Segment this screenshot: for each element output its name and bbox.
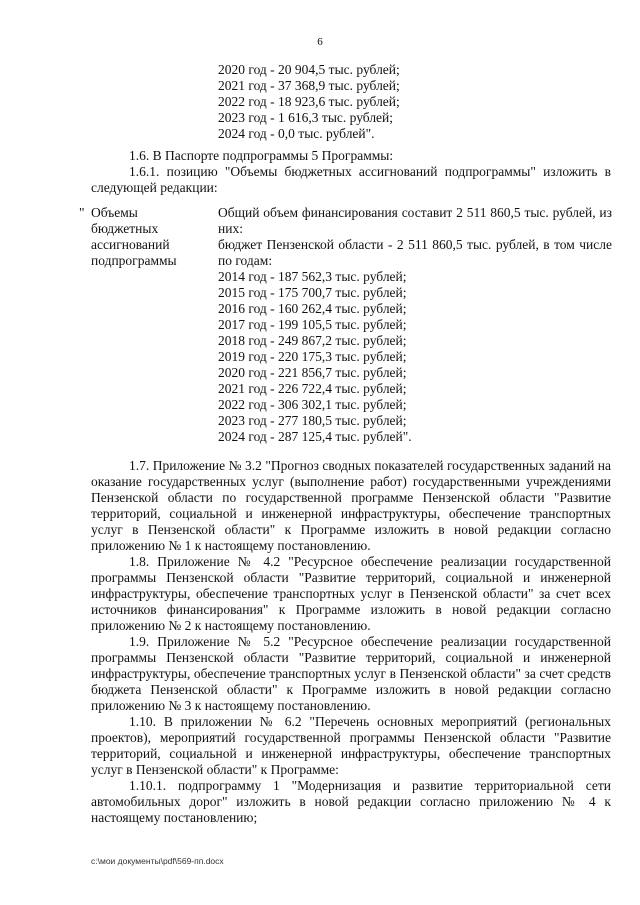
table-right-column [218,205,612,445]
year-line: 2015 год - 175 700,7 тыс. рублей; [218,285,407,300]
table-label-line: Объемы [91,205,138,220]
top-year-list [218,62,400,142]
paragraph-1-6-1: 1.6.1. позицию "Объемы бюджетных ассигнований подпрограммы" изложить в следующей редакции: [91,164,611,195]
funding-intro: Общий объем финансирования составит 2 511 860,5 тыс. рублей, из них: [218,205,612,236]
paragraph-1-9: 1.9. Приложение № 5.2 "Ресурсное обеспечение реализации государственной программы Пензенской области "Развитие территорий, социальной и инженерной инфраструктуры, обеспечение транспортных услуг в Пензенской области" за счет средств бюджета Пензенской области" к Программе изложить в новой редакции согласно приложению № 3 к настоящему постановлению. [91,634,611,713]
opening-quote: " [79,205,85,220]
page-number: 6 [317,36,323,48]
paragraph-1-8: 1.8. Приложение № 4.2 "Ресурсное обеспечение реализации государственной программы Пензенской области "Развитие территорий, социальной и инженерной инфраструктуры, обеспечение транспортных услуг в Пензенской области" за счет всех источников финансирования" к Программе изложить в новой редакции согласно приложению № 2 к настоящему постановлению. [91,554,611,633]
year-line: 2016 год - 160 262,4 тыс. рублей; [218,301,407,316]
paragraph-1-7: 1.7. Приложение № 3.2 "Прогноз сводных показателей государственных заданий на оказание государственных услуг (выполнение работ) государственными учреждениями Пензенской области по государственной программе Пензенской области "Развитие территорий, социальной и инженерной инфраструктуры, обеспечение транспортных услуг в Пензенской области" к Программе изложить в новой редакции согласно приложению № 1 к настоящему постановлению. [91,458,611,553]
year-line: 2023 год - 277 180,5 тыс. рублей; [218,413,407,428]
year-line: 2024 год - 287 125,4 тыс. рублей". [218,429,412,444]
year-line: 2017 год - 199 105,5 тыс. рублей; [218,317,407,332]
file-path-footer: c:\мои документы\pdf\569-пп.docx [91,856,224,866]
year-line: 2023 год - 1 616,3 тыс. рублей; [218,110,394,125]
paragraph-1-6: 1.6. В Паспорте подпрограммы 5 Программы: [129,148,394,163]
year-line: 2018 год - 249 867,2 тыс. рублей; [218,333,407,348]
year-line: 2020 год - 20 904,5 тыс. рублей; [218,62,400,77]
year-line: 2022 год - 306 302,1 тыс. рублей; [218,397,407,412]
year-line: 2014 год - 187 562,3 тыс. рублей; [218,269,407,284]
paragraph-1-10-1: 1.10.1. подпрограмму 1 "Модернизация и развитие территориальной сети автомобильных дорог" изложить в новой редакции согласно приложению № 4 к настоящему постановлению; [91,778,611,825]
section-1-6 [91,148,611,196]
year-line: 2019 год - 220 175,3 тыс. рублей; [218,349,407,364]
year-line: 2021 год - 226 722,4 тыс. рублей; [218,381,407,396]
table-label-line: бюджетных [91,221,159,236]
year-line: 2024 год - 0,0 тыс. рублей". [218,126,375,141]
year-line: 2020 год - 221 856,7 тыс. рублей; [218,365,407,380]
year-line: 2021 год - 37 368,9 тыс. рублей; [218,78,400,93]
year-line: 2022 год - 18 923,6 тыс. рублей; [218,94,400,109]
sections-1-7-to-1-10 [91,458,611,826]
table-label-line: подпрограммы [91,253,177,268]
paragraph-1-10: 1.10. В приложении № 6.2 "Перечень основных мероприятий (региональных проектов), мероприятий государственной программы Пензенской области "Развитие территорий, социальной и инженерной инфраструктуры, обеспечение транспортных услуг в Пензенской области" к Программе: [91,714,611,777]
table-left-column [91,205,211,269]
funding-budget: бюджет Пензенской области - 2 511 860,5 тыс. рублей, в том числе по годам: [218,237,612,268]
table-label-line: ассигнований [91,237,170,252]
